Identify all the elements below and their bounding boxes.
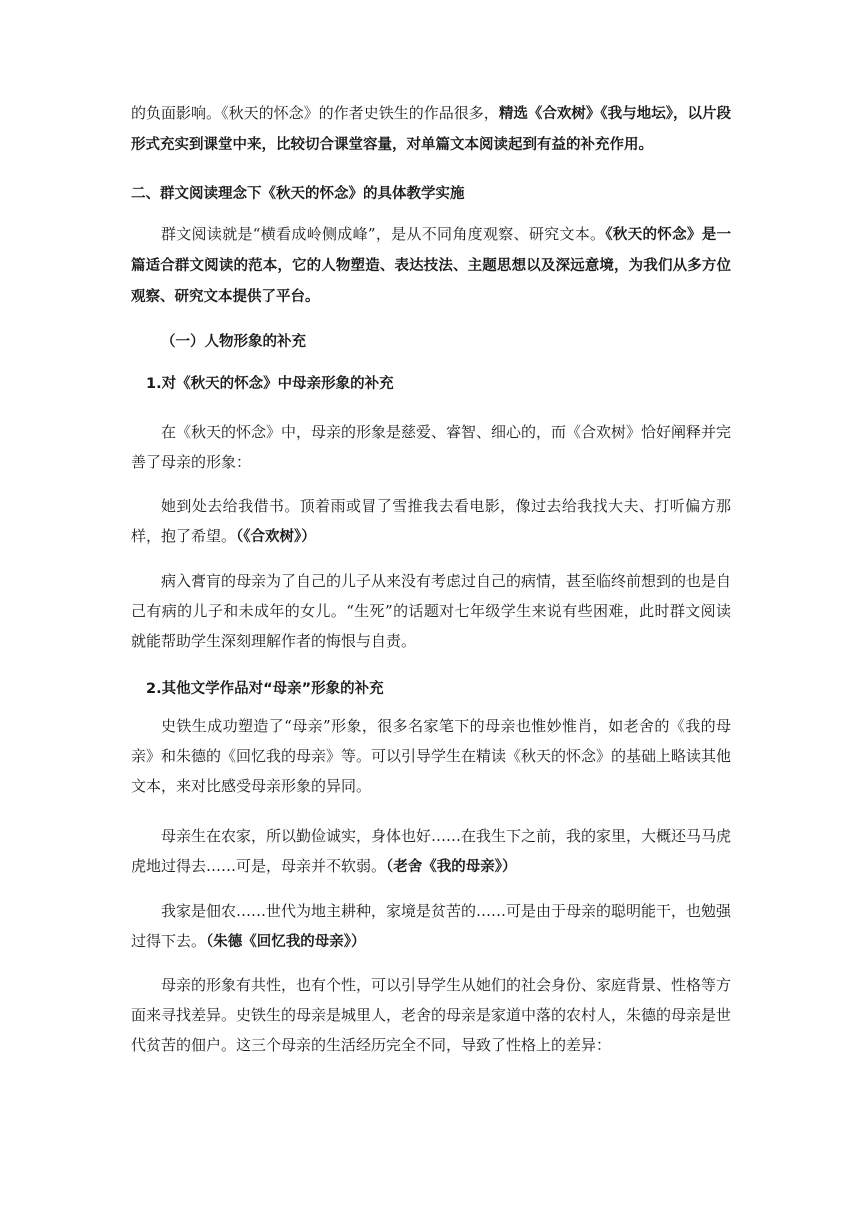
item-heading-2: 2.其他文学作品对“母亲”形象的补充	[146, 681, 384, 697]
quote-laoshe-text: 母亲生在农家，所以勤俭诚实，身体也好……在我生下之前，我的家里，大概还马马虎虎地过得去……可是，母亲并不软弱。	[131, 827, 732, 875]
quote-hehuanshu-source: （《合欢树》）	[236, 529, 316, 545]
paragraph-mother-image: 在《秋天的怀念》中，母亲的形象是慈爱、睿智、细心的，而《合欢树》恰好阐释并完善了母亲的形象：	[131, 423, 732, 471]
paragraph-intro	[131, 98, 731, 160]
item-heading-1: 1.对《秋天的怀念》中母亲形象的补充	[146, 376, 394, 392]
quote-zhude-source: （朱德《回忆我的母亲》）	[206, 934, 366, 950]
subsection-heading-1: （一）人物形象的补充	[161, 334, 306, 350]
quote-hehuanshu	[131, 491, 731, 552]
quote-laoshe	[131, 821, 731, 882]
quote-zhude-text: 我家是佃农……世代为地主耕种，家境是贫苦的……可是由于母亲的聪明能干，也勉强过得下去。	[131, 902, 732, 950]
paragraph-group-reading	[131, 219, 731, 312]
quote-zhude	[131, 896, 731, 957]
paragraph-intro-text: 的负面影响。《秋天的怀念》的作者史铁生的作品很多，	[131, 104, 499, 122]
quote-laoshe-source: （老舍《我的母亲》）	[386, 859, 517, 875]
paragraph-other-works: 史铁生成功塑造了“母亲”形象，很多名家笔下的母亲也惟妙惟肖，如老舍的《我的母亲》和朱德的《回忆我的母亲》等。可以引导学生在精读《秋天的怀念》的基础上略读其他文本，来对比感受母亲形象的异同。	[131, 717, 732, 795]
paragraph-group-reading-text: 群文阅读就是“横看成岭侧成峰”，是从不同角度观察、研究文本。	[161, 225, 606, 243]
paragraph-illness: 病入膏肓的母亲为了自己的儿子从来没有考虑过自己的病情，甚至临终前想到的也是自己有病的儿子和未成年的女儿。“生死”的话题对七年级学生来说有些困难，此时群文阅读就能帮助学生深刻理解作者的悔恨与自责。	[131, 572, 732, 650]
section-heading-2: 二、群文阅读理念下《秋天的怀念》的具体教学实施	[131, 186, 465, 202]
quote-hehuanshu-text: 她到处去给我借书。顶着雨或冒了雪推我去看电影，像过去给我找大夫、打听偏方那样，抱了希望。	[131, 497, 731, 545]
paragraph-intro-bold: 精选《合欢树》《我与地坛》，以片段形式充实到课堂中来，比较切合课堂容量，对单篇文本阅读起到有益的补充作用。	[131, 106, 732, 153]
paragraph-group-reading-bold: 《秋天的怀念》是一篇适合群文阅读的范本，它的人物塑造、表达技法、主题思想以及深远意境，为我们从多方位观察、研究文本提供了平台。	[131, 227, 732, 305]
paragraph-differences: 母亲的形象有共性，也有个性，可以引导学生从她们的社会身份、家庭背景、性格等方面来寻找差异。史铁生的母亲是城里人，老舍的母亲是家道中落的农村人，朱德的母亲是世代贫苦的佃户。这三个母亲的生活经历完全不同，导致了性格上的差异：	[131, 976, 732, 1054]
